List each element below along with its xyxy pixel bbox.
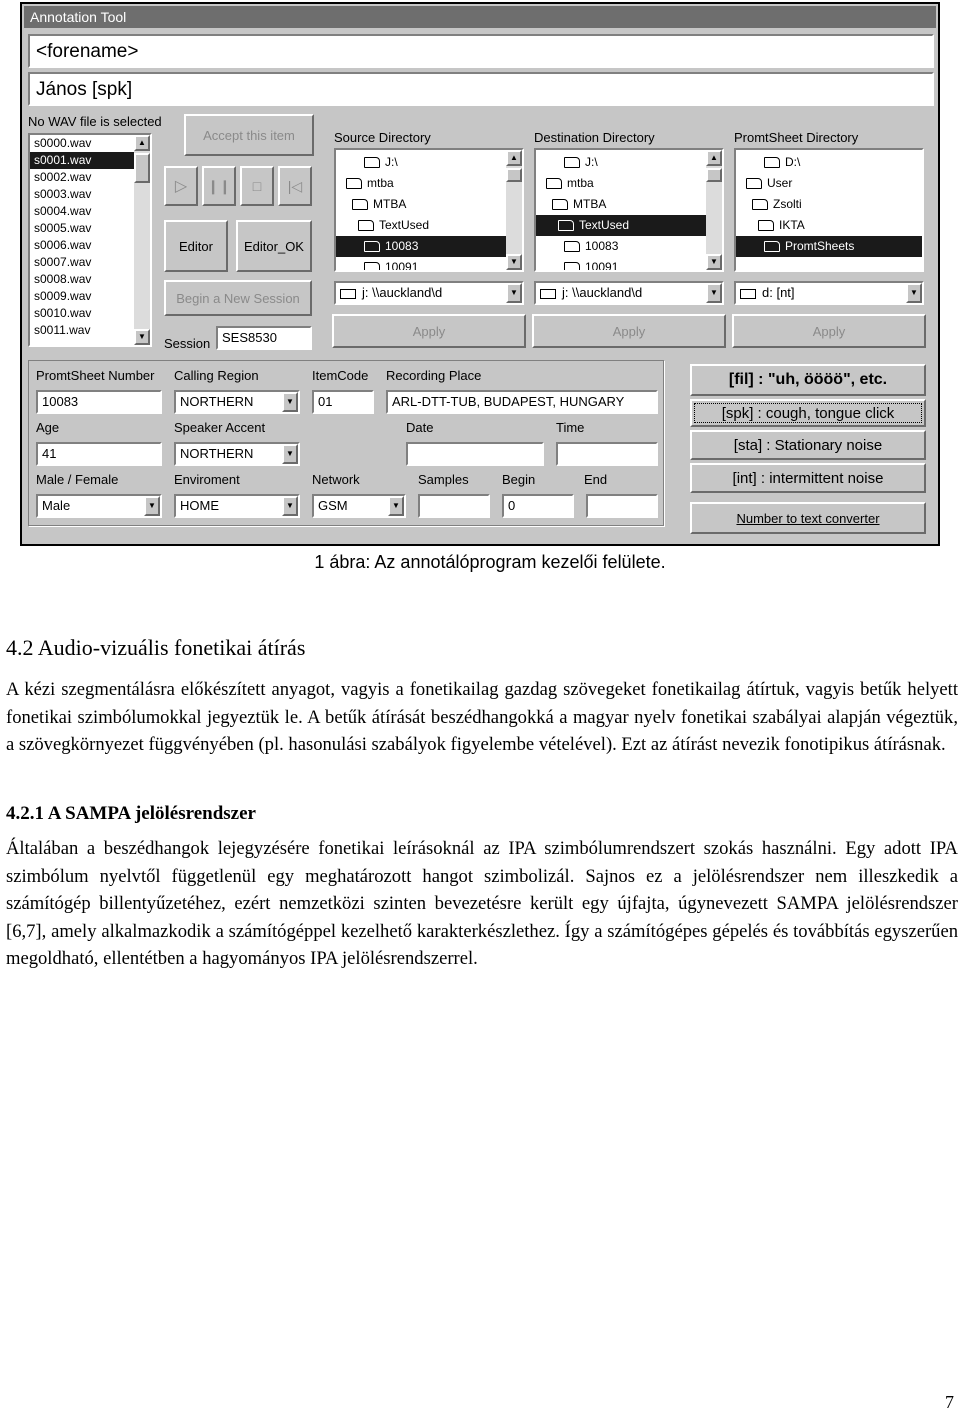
directory-item[interactable] bbox=[536, 215, 722, 236]
directory-item[interactable] bbox=[736, 236, 922, 257]
scroll-thumb[interactable] bbox=[706, 168, 722, 182]
folder-icon bbox=[764, 157, 780, 168]
pause-icon[interactable]: ❙❙ bbox=[202, 166, 236, 206]
directory-item-label: J:\ bbox=[585, 155, 598, 169]
gender-label: Male / Female bbox=[36, 472, 119, 487]
directory-item-label: PromtSheets bbox=[785, 239, 855, 253]
promtsheet-number-field[interactable]: 10083 bbox=[36, 390, 162, 414]
folder-icon bbox=[358, 220, 374, 231]
number-to-text-button[interactable]: Number to text converter bbox=[690, 502, 926, 534]
calling-region-label: Calling Region bbox=[174, 368, 259, 383]
directory-item-label: User bbox=[767, 176, 793, 190]
directory-item-label: 10083 bbox=[385, 239, 419, 253]
wav-list-item[interactable]: s0004.wav bbox=[34, 204, 92, 218]
begin-field[interactable]: 0 bbox=[502, 494, 574, 518]
directory-item[interactable] bbox=[536, 152, 722, 173]
folder-icon bbox=[764, 241, 780, 252]
wav-status-label: No WAV file is selected bbox=[28, 114, 162, 129]
filler-noise-button[interactable]: [fil] : "uh, öööö", etc. bbox=[690, 364, 926, 396]
folder-icon bbox=[758, 220, 774, 231]
itemcode-label: ItemCode bbox=[312, 368, 369, 383]
stop-icon[interactable]: □ bbox=[240, 166, 274, 206]
directory-item-label: Zsolti bbox=[773, 197, 802, 211]
source-apply-button[interactable]: Apply bbox=[332, 314, 526, 348]
wav-list-item[interactable]: s0009.wav bbox=[34, 289, 92, 303]
page-number: 7 bbox=[945, 1392, 954, 1412]
chevron-down-icon[interactable]: ▼ bbox=[706, 283, 722, 303]
recording-place-label: Recording Place bbox=[386, 368, 482, 383]
scroll-down-icon[interactable]: ▼ bbox=[506, 254, 522, 270]
network-select[interactable] bbox=[312, 494, 406, 518]
paragraph-2: Általában a beszédhangok lejegyzésére fonetikai leírásoknál az IPA szimbólumrendszert szokás használni. Egy adott IPA szimbólum nyelvtől függetlenül egy meghatározott hangot szimbolizál. Sajnos ez a jelölésrendszer nem illeszkedik a számítógép billentyűzetéhez, ezért nemzetközi szinten bevezetésre került egy újfajta, úgynevezett SAMPA jelölésrendszer [6,7], amely alkalmazkodik a számítógéppel kezelhető karakterkészlethez. Így a számítógépes gépelés és továbbítás egyszerűen megoldható, ellentétben a hagyományos IPA jelölésrendszerrel. bbox=[6, 838, 958, 969]
directory-item[interactable] bbox=[336, 152, 522, 173]
chevron-down-icon[interactable]: ▼ bbox=[282, 496, 298, 516]
destination-drive-select[interactable] bbox=[534, 281, 724, 305]
directory-item-label: mtba bbox=[367, 176, 394, 190]
folder-icon bbox=[564, 157, 580, 168]
session-label: Session bbox=[164, 336, 211, 351]
scroll-down-icon[interactable]: ▼ bbox=[134, 329, 150, 345]
directory-item[interactable] bbox=[336, 257, 522, 272]
directory-item[interactable] bbox=[336, 236, 522, 257]
chevron-down-icon[interactable]: ▼ bbox=[144, 496, 160, 516]
date-field[interactable] bbox=[406, 442, 544, 466]
folder-icon bbox=[564, 262, 580, 272]
editor-ok-button[interactable]: Editor_OK bbox=[236, 220, 312, 272]
accept-item-button[interactable]: Accept this item bbox=[184, 114, 314, 156]
chevron-down-icon[interactable]: ▼ bbox=[282, 444, 298, 464]
time-label: Time bbox=[556, 420, 585, 435]
directory-item-label: 10091 bbox=[585, 260, 619, 272]
environment-select[interactable] bbox=[174, 494, 300, 518]
environment-label: Enviroment bbox=[174, 472, 240, 487]
speaker-accent-select[interactable] bbox=[174, 442, 300, 466]
chevron-down-icon[interactable]: ▼ bbox=[388, 496, 404, 516]
scroll-up-icon[interactable]: ▲ bbox=[134, 135, 150, 151]
itemcode-field[interactable]: 01 bbox=[312, 390, 374, 414]
editor-button[interactable]: Editor bbox=[164, 220, 228, 272]
wav-list-item[interactable]: s0011.wav bbox=[34, 323, 91, 337]
drive-icon bbox=[540, 289, 556, 299]
calling-region-value: NORTHERN bbox=[180, 394, 254, 409]
folder-icon bbox=[364, 157, 380, 168]
gender-select[interactable] bbox=[36, 494, 162, 518]
stationary-noise-button[interactable]: [sta] : Stationary noise bbox=[690, 430, 926, 460]
folder-icon bbox=[364, 262, 380, 272]
directory-item[interactable] bbox=[336, 173, 522, 194]
intermittent-noise-button[interactable]: [int] : intermittent noise bbox=[690, 463, 926, 493]
wav-list-item[interactable]: s0002.wav bbox=[34, 170, 92, 184]
promtsheet-apply-button[interactable]: Apply bbox=[732, 314, 926, 348]
date-label: Date bbox=[406, 420, 434, 435]
source-tree-scrollbar[interactable] bbox=[506, 150, 522, 270]
destination-directory-label: Destination Directory bbox=[534, 130, 655, 145]
directory-item-label: 10091 bbox=[385, 260, 419, 272]
directory-item[interactable] bbox=[736, 194, 922, 215]
promtsheet-number-label: PromtSheet Number bbox=[36, 368, 155, 383]
folder-icon bbox=[564, 241, 580, 252]
directory-item-label: D:\ bbox=[785, 155, 801, 169]
new-session-button[interactable]: Begin a New Session bbox=[164, 280, 312, 316]
network-value: GSM bbox=[318, 498, 348, 513]
chevron-down-icon[interactable]: ▼ bbox=[506, 283, 522, 303]
source-directory-tree[interactable] bbox=[334, 148, 524, 272]
drive-icon bbox=[740, 289, 756, 299]
folder-icon bbox=[352, 199, 368, 210]
directory-item[interactable] bbox=[736, 152, 922, 173]
figure-caption: 1 ábra: Az annotálóprogram kezelői felülete. bbox=[314, 552, 666, 572]
promtsheet-directory-label: PromtSheet Directory bbox=[734, 130, 859, 145]
promtsheet-directory-tree[interactable] bbox=[734, 148, 924, 272]
folder-icon bbox=[552, 199, 568, 210]
annotation-tool-window bbox=[20, 2, 940, 546]
time-field[interactable] bbox=[556, 442, 658, 466]
source-drive-select[interactable] bbox=[334, 281, 524, 305]
speaker-noise-button[interactable]: [spk] : cough, tongue click bbox=[690, 399, 926, 427]
wav-list-item[interactable]: s0010.wav bbox=[34, 306, 92, 320]
calling-region-select[interactable] bbox=[174, 390, 300, 414]
directory-item-label: IKTA bbox=[779, 218, 805, 232]
wav-list-scrollbar[interactable] bbox=[134, 135, 150, 345]
folder-icon bbox=[558, 220, 574, 231]
age-label: Age bbox=[36, 420, 60, 435]
promtsheet-drive-select[interactable] bbox=[734, 281, 924, 305]
drive-value: j: \\auckland\d bbox=[562, 285, 643, 300]
subsection-heading: 4.2.1 A SAMPA jelölésrendszer bbox=[6, 803, 256, 824]
wav-list-item[interactable]: s0007.wav bbox=[34, 255, 92, 269]
destination-directory-tree[interactable] bbox=[534, 148, 724, 272]
wav-list-item[interactable]: s0001.wav bbox=[30, 152, 150, 169]
speaker-accent-value: NORTHERN bbox=[180, 446, 254, 461]
age-field[interactable]: 41 bbox=[36, 442, 162, 466]
folder-icon bbox=[746, 178, 762, 189]
end-field[interactable] bbox=[586, 494, 658, 518]
forename-field[interactable]: <forename> bbox=[28, 34, 934, 68]
directory-item[interactable] bbox=[736, 215, 922, 236]
directory-item[interactable] bbox=[336, 194, 522, 215]
directory-item-label: TextUsed bbox=[379, 218, 430, 232]
wav-list-item[interactable]: s0000.wav bbox=[34, 136, 92, 150]
scroll-up-icon[interactable]: ▲ bbox=[706, 150, 722, 166]
directory-item-label: mtba bbox=[567, 176, 594, 190]
directory-item-label: 10083 bbox=[585, 239, 619, 253]
network-label: Network bbox=[312, 472, 360, 487]
folder-icon bbox=[364, 241, 380, 252]
directory-item[interactable] bbox=[336, 215, 522, 236]
destination-apply-button[interactable]: Apply bbox=[532, 314, 726, 348]
begin-label: Begin bbox=[502, 472, 536, 487]
wav-list-item[interactable]: s0005.wav bbox=[34, 221, 92, 235]
drive-icon bbox=[340, 289, 356, 299]
chevron-down-icon[interactable]: ▼ bbox=[282, 392, 298, 412]
scroll-thumb[interactable] bbox=[506, 168, 522, 182]
directory-item[interactable] bbox=[536, 173, 722, 194]
scroll-down-icon[interactable]: ▼ bbox=[706, 254, 722, 270]
drive-value: d: [nt] bbox=[762, 285, 795, 300]
rewind-icon[interactable]: |◁ bbox=[278, 166, 312, 206]
scroll-thumb[interactable] bbox=[134, 153, 150, 183]
directory-item[interactable] bbox=[536, 257, 722, 272]
environment-value: HOME bbox=[180, 498, 219, 513]
recording-place-field[interactable]: ARL-DTT-TUB, BUDAPEST, HUNGARY bbox=[386, 390, 658, 414]
directory-item[interactable] bbox=[736, 173, 922, 194]
folder-icon bbox=[752, 199, 768, 210]
wav-list-item[interactable]: s0008.wav bbox=[34, 272, 92, 286]
directory-item-label: MTBA bbox=[573, 197, 607, 211]
destination-tree-scrollbar[interactable] bbox=[706, 150, 722, 270]
directory-item-label: MTBA bbox=[373, 197, 407, 211]
samples-label: Samples bbox=[418, 472, 469, 487]
chevron-down-icon[interactable]: ▼ bbox=[906, 283, 922, 303]
paragraph-1: A kézi szegmentálásra előkészített anyagot, vagyis a fonetikailag gazdag szövegeket fonetikailag átírtuk, vagyis betűk helyett fonetikai szimbólumokkal jegyeztük le. A betűk átírását beszédhangokká a magyar nyelv fonetikai szabályai alapján végeztük, a szövegkörnyezet függvényében (pl. hasonulási szabályok figyelembe vételével). Ezt az átírást nevezik fonotipikus átírásnak. bbox=[6, 679, 958, 755]
wav-list-item[interactable]: s0006.wav bbox=[34, 238, 92, 252]
speaker-field[interactable]: János [spk] bbox=[28, 72, 934, 106]
directory-item-label: J:\ bbox=[385, 155, 398, 169]
section-heading: 4.2 Audio-vizuális fonetikai átírás bbox=[6, 635, 306, 660]
wav-list-item[interactable]: s0003.wav bbox=[34, 187, 92, 201]
play-icon[interactable]: ▷ bbox=[164, 166, 198, 206]
directory-item[interactable] bbox=[536, 236, 722, 257]
folder-icon bbox=[546, 178, 562, 189]
speaker-accent-label: Speaker Accent bbox=[174, 420, 266, 435]
source-directory-label: Source Directory bbox=[334, 130, 431, 145]
wav-file-list[interactable] bbox=[28, 133, 152, 347]
drive-value: j: \\auckland\d bbox=[362, 285, 443, 300]
window-title: Annotation Tool bbox=[24, 6, 936, 28]
samples-field[interactable] bbox=[418, 494, 490, 518]
gender-value: Male bbox=[42, 498, 71, 513]
directory-item-label: TextUsed bbox=[579, 218, 630, 232]
scroll-up-icon[interactable]: ▲ bbox=[506, 150, 522, 166]
directory-item[interactable] bbox=[536, 194, 722, 215]
folder-icon bbox=[346, 178, 362, 189]
end-label: End bbox=[584, 472, 608, 487]
session-field[interactable]: SES8530 bbox=[216, 326, 312, 350]
